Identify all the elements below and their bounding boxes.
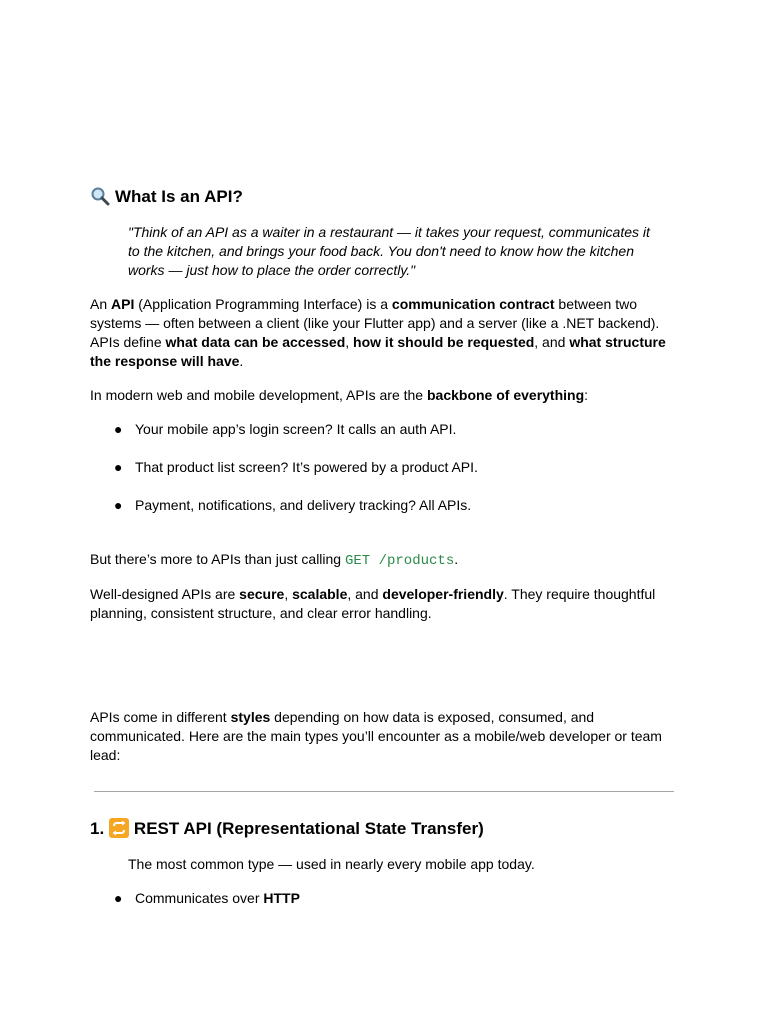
section-heading-what-is-api	[90, 186, 243, 208]
section-heading-rest-api: 1. REST API (Representational State Transfer)	[90, 819, 484, 838]
well-designed-paragraph: Well-designed APIs are secure, scalable, and developer-friendly. They require thoughtful planning, consistent structure, and clear error handling.	[90, 586, 656, 621]
divider	[94, 791, 674, 792]
inline-code: GET /products	[345, 553, 455, 569]
heading-text: What Is an API?	[115, 187, 243, 206]
api-styles-paragraph: APIs come in different styles depending on how data is exposed, consumed, and communicated. Here are the main types you’ll encounter as a mobile/web developer or team lead:	[90, 709, 662, 763]
rest-intro: The most common type — used in nearly every mobile app today.	[128, 856, 535, 872]
repeat-icon	[109, 818, 129, 838]
waiter-quote: "Think of an API as a waiter in a restaurant — it takes your request, communicates it to the kitchen, and brings your food back. You don't need to know how the kitchen works — just how to place the order correctly."	[128, 224, 650, 278]
api-definition-paragraph: An API (Application Programming Interface) is a communication contract between two systems — often between a client (like your Flutter app) and a server (like a .NET backend). APIs define what data can be accessed, how it should be requested, and what structure the response will have.	[90, 296, 666, 369]
document-page: What Is an API? "Think of an API as a waiter in a restaurant — it takes your request, communicates it to the kitchen, and brings your food back. You don't need to know how the kitchen works — just how to place the order correctly." An API (Application Programming Interface) is a communication contract between two systems — often between a client (like your Flutter app) and a server (like a .NET backend). APIs define what data can be accessed, how it should be requested, and what structure the response will have. In modern web and mobile development, APIs are the backbone of everything: ● Your mobile app’s login screen? It calls an auth API. ● That product list screen? It’s powered by a product API. ● Payment, notifications, and delivery tracking? All APIs. But there’s more to APIs than just calling GET /products. Well-designed APIs are secure, scalable, and developer-friendly. They require thoughtful planning, consistent structure, and clear error handling. APIs come in different styles depending on how data is exposed, consumed, and communicated. Here are the main types you’ll encounter as a mobile/web developer or team lead: 1. REST API (Representational State Transfer) The most common type — used in nearly every mobile app today. ● Communicates over HTTP	[0, 0, 768, 1024]
get-products-paragraph: But there’s more to APIs than just calling GET /products.	[90, 551, 459, 569]
magnifier-icon	[90, 186, 110, 206]
backbone-paragraph: In modern web and mobile development, APIs are the backbone of everything:	[90, 387, 589, 403]
heading-text: REST API (Representational State Transfer)	[133, 819, 484, 838]
